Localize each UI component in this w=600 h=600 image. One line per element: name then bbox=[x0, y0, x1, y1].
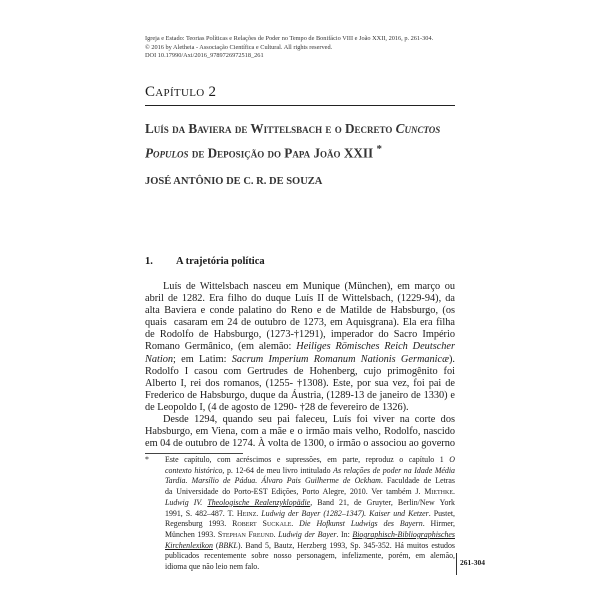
text-run: quais casaram em 24 de outubro de 1273, em Aquisgrana). Ela era filha bbox=[145, 317, 455, 329]
text-run: . In: bbox=[336, 529, 353, 539]
text-run: contexto histórico bbox=[165, 465, 223, 475]
text-run: Alberto I, rei dos romanos, (1255- †1308). Este, por sua vez, foi pai de bbox=[145, 377, 455, 389]
page-number-bar bbox=[456, 553, 457, 575]
text-line bbox=[145, 329, 455, 341]
text-run: Habsburgo, em Viena, com a mãe e o irmão mais velho, Rodolfo, nascido bbox=[145, 426, 455, 438]
footnote-mark: * bbox=[145, 455, 149, 464]
text-run: publicados recentemente sobre nosso personagem, infelizmente, porém, em alemão, bbox=[165, 551, 455, 561]
publication-header bbox=[145, 35, 433, 61]
text-run: de Rodolfo de Habsburgo, (1273-†1291), imperador do Sacro Império bbox=[145, 329, 455, 341]
title-italic: Cunctos bbox=[395, 121, 441, 136]
text-run: alta Baviera e conde palatino do Reno e de Matilde de Habsburgo, (os bbox=[145, 305, 455, 317]
text-line bbox=[165, 562, 455, 573]
text-run: Luís de Wittelsbach nasceu em Munique (München), em março ou bbox=[163, 281, 455, 292]
text-run: München 1993. bbox=[165, 529, 218, 539]
text-line bbox=[145, 317, 455, 329]
text-run: Miethke bbox=[424, 487, 454, 497]
text-line bbox=[165, 551, 455, 562]
text-run: . Faculdade de Letras bbox=[380, 476, 456, 486]
text-run: Rodolfo I casou com Gertrudes de Hohenberg, cujo primogênito foi bbox=[145, 365, 455, 377]
section-title: A trajetória política bbox=[176, 256, 265, 267]
section-heading bbox=[145, 256, 265, 267]
text-run: ; em Latim: bbox=[173, 353, 232, 365]
text-line bbox=[145, 438, 455, 450]
footnote-text bbox=[165, 455, 455, 573]
footnote bbox=[145, 455, 455, 573]
text-run: Ludwig der Bayer bbox=[278, 529, 337, 539]
text-run: Die Hofkunst Ludwigs des Bayern bbox=[299, 519, 423, 529]
text-run: idioma que não leio nem falo. bbox=[165, 562, 260, 572]
text-line bbox=[145, 426, 455, 438]
text-run: Este capítulo, com acréscimos e supressões, em parte, reproduz o capítulo 1 bbox=[165, 455, 450, 464]
text-run: Heinz bbox=[236, 508, 257, 518]
text-run: ). Band 5, Bautz, Herzberg 1993, Sp. 345-352. Há muitos estudos bbox=[237, 540, 455, 550]
text-line bbox=[145, 281, 455, 293]
text-line bbox=[145, 366, 455, 378]
title-text: Luís da Baviera de Wittelsbach e o Decreto bbox=[145, 121, 396, 136]
text-run: Nation bbox=[145, 353, 174, 365]
citation-link[interactable]: Theologische Realenzyklopädie bbox=[207, 497, 311, 507]
header-line: Igreja e Estado: Teorias Políticas e Relações de Poder no Tempo de Bonifácio VIII e João XXII, 2016, p. 261-304. bbox=[145, 35, 434, 42]
chapter-rule bbox=[145, 105, 455, 106]
text-run: . Pustet, bbox=[428, 508, 455, 518]
text-line bbox=[145, 402, 455, 414]
footnote-ref[interactable]: * bbox=[376, 143, 382, 155]
text-run: Frederico de Habsburgo, duque da Áustria, (1289-13 de janeiro de 1330) e bbox=[145, 389, 455, 401]
text-line bbox=[145, 414, 455, 426]
text-run: Tardia. Marsílio de Pádua. Álvaro Pais Guilherme de Ockham bbox=[165, 476, 381, 486]
text-run: ( bbox=[212, 540, 219, 550]
header-line: DOI 10.17990/Axi/2016_9789726972518_261 bbox=[145, 52, 264, 60]
text-run: 1991, S. 482–487. T. bbox=[165, 508, 237, 518]
text-line bbox=[165, 509, 455, 520]
text-run: Heiliges Römisches Reich Deutscher bbox=[296, 341, 455, 353]
text-line bbox=[165, 541, 455, 552]
text-line bbox=[145, 341, 455, 353]
text-run: em 04 de outubro de 1274. À volta de 1300, o irmão o associou ao governo bbox=[145, 438, 455, 450]
text-run: abril de 1282. Era filho do duque Luís II de Wittelsbach, (1229-94), da bbox=[145, 293, 455, 305]
text-line bbox=[165, 476, 455, 487]
text-run: Stephan Freund bbox=[217, 529, 274, 539]
text-line bbox=[145, 305, 455, 317]
text-run: Ludwig IV. bbox=[165, 497, 208, 507]
section-number: 1. bbox=[145, 256, 153, 267]
text-run: O bbox=[449, 455, 455, 464]
text-line bbox=[145, 378, 455, 390]
text-run: ). bbox=[448, 353, 455, 365]
title-text: de Deposição do Papa João XXII bbox=[188, 145, 374, 161]
text-run: . bbox=[256, 508, 262, 518]
text-run: . bbox=[273, 529, 279, 539]
text-line bbox=[165, 530, 455, 541]
author-name: JOSÉ ANTÔNIO DE C. R. DE SOUZA bbox=[145, 176, 323, 187]
text-line bbox=[165, 487, 455, 498]
text-line bbox=[145, 390, 455, 402]
page-range: 261-304 bbox=[460, 558, 485, 567]
text-line bbox=[145, 354, 455, 366]
text-line bbox=[145, 293, 455, 305]
footnote-separator bbox=[145, 453, 243, 454]
citation-link[interactable]: Kirchenlexikon bbox=[165, 540, 213, 550]
body-text bbox=[145, 281, 455, 450]
text-run: , Band 21, de Gruyter, Berlin/New York bbox=[310, 497, 456, 507]
text-line bbox=[165, 498, 455, 509]
text-run: . bbox=[453, 487, 455, 497]
text-run: Desde 1294, quando seu pai faleceu, Luís foi viver na corte dos bbox=[163, 414, 455, 426]
title-italic: Populos bbox=[145, 145, 189, 161]
text-run: As relações de poder na Idade Média bbox=[333, 465, 455, 475]
text-run: . Hirmer, bbox=[422, 519, 455, 529]
chapter-label: Capítulo 2 bbox=[145, 84, 217, 100]
text-run: . bbox=[291, 519, 300, 529]
text-line bbox=[165, 466, 455, 477]
text-run: BBKL bbox=[218, 540, 238, 550]
citation-link[interactable]: Biographisch-Bibliographisches bbox=[352, 529, 455, 539]
header-line: © 2016 by Aletheia - Associação Científica e Cultural. All rights reserved. bbox=[145, 43, 333, 51]
text-run: de Leopoldo I, (4 de agosto de 1290- †28 de fevereiro de 1326). bbox=[145, 401, 409, 413]
text-run: Romano Germânico, (em alemão: bbox=[145, 341, 297, 353]
text-run: , p. 12-64 de meu livro intitulado bbox=[222, 465, 334, 475]
text-line bbox=[165, 455, 455, 466]
text-line bbox=[165, 519, 455, 530]
text-run: Sacrum Imperium Romanum Nationis Germanicæ bbox=[231, 353, 449, 365]
chapter-title bbox=[145, 119, 465, 163]
text-run: Ludwig der Bayer (1282–1347). Kaiser und Ketzer bbox=[261, 508, 429, 518]
text-run: Regensburg 1993. bbox=[165, 519, 233, 529]
text-run: Robert Suckale bbox=[232, 519, 292, 529]
text-run: da Universidade do Porto-EST Edições, Porto Alegre, 2010. Ver também J. bbox=[165, 487, 425, 497]
